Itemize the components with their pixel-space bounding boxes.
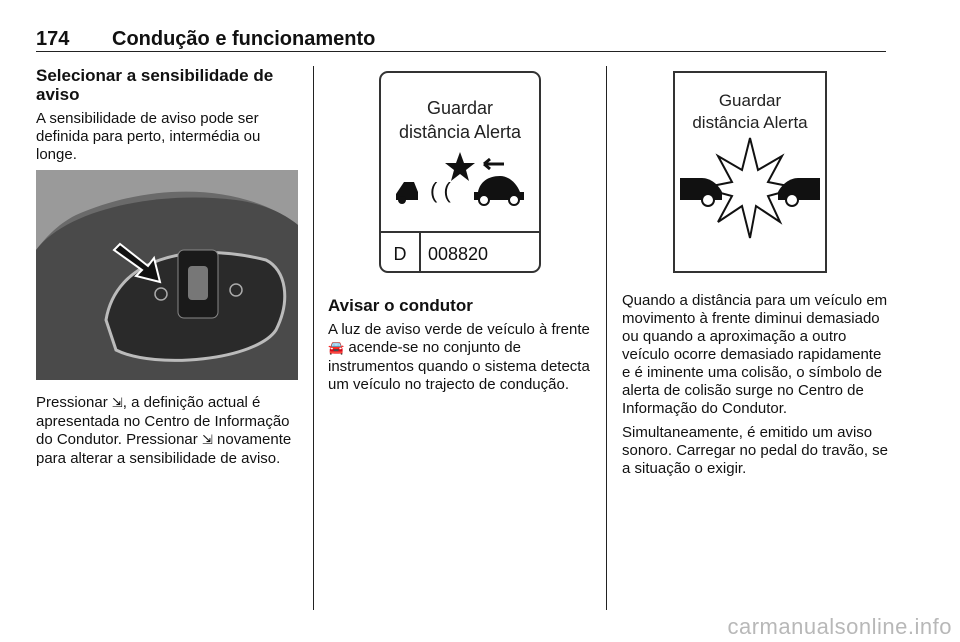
warn-text-a: A luz de aviso verde de veículo à frente bbox=[328, 321, 590, 338]
instruction-text-b: , a definição actual é apresentada no Centro de Informação do Condutor. Pressionar bbox=[36, 394, 290, 448]
section-heading-sensitivity: Selecionar a sensibilidade de aviso bbox=[36, 66, 274, 104]
sensitivity-button-icon: ⇲ bbox=[111, 396, 123, 411]
collision-paragraph-1: Quando a distância para um veículo em movimento à frente diminui demasiado ou quando a aproximação a outro veículo ocorre demasiado rapidamente e é iminente uma colisão, o símbolo de alerta de colisão surge no Centro de Informação do Condutor. bbox=[622, 292, 888, 417]
fig2-title-1: Guardar bbox=[718, 91, 782, 110]
instruction-paragraph bbox=[36, 394, 304, 468]
collision-alert-figure bbox=[622, 66, 888, 278]
svg-text:( (: ( ( bbox=[430, 178, 451, 203]
section-heading-warn-driver: Avisar o condutor bbox=[328, 296, 473, 315]
fig1-title-2: distância Alerta bbox=[398, 122, 522, 142]
column-1 bbox=[36, 66, 304, 474]
column-divider-2 bbox=[606, 66, 607, 610]
collision-paragraph-2: Simultaneamente, é emitido um aviso sonoro. Carregar no pedal do travão, se a situação o exigir. bbox=[622, 424, 888, 477]
fig1-code-letter: D bbox=[393, 244, 407, 264]
fig1-title-1: Guardar bbox=[426, 98, 494, 118]
fig1-code-number: 008820 bbox=[428, 244, 489, 264]
warn-driver-paragraph bbox=[328, 321, 594, 394]
following-distance-alert-figure bbox=[328, 66, 594, 276]
instruction-text-a: Pressionar bbox=[36, 394, 112, 411]
warn-text-b: acende-se no conjunto de instrumentos quando o sistema detecta um veículo no trajecto de condução. bbox=[328, 339, 590, 393]
vehicle-ahead-symbol-icon: 🚘 bbox=[328, 341, 345, 356]
column-2 bbox=[328, 66, 594, 400]
page-number: 174 bbox=[36, 28, 70, 50]
steering-wheel-illustration bbox=[36, 170, 298, 380]
instruction-text-c: novamente para alterar a sensibilidade de aviso. bbox=[36, 431, 292, 467]
chapter-title: Condução e funcionamento bbox=[112, 28, 376, 50]
page-header bbox=[36, 28, 886, 52]
column-divider-1 bbox=[313, 66, 314, 610]
watermark: carmanualsonline.info bbox=[727, 614, 952, 639]
intro-paragraph: A sensibilidade de aviso pode ser definida para perto, intermédia ou longe. bbox=[36, 110, 261, 163]
column-3 bbox=[622, 66, 890, 484]
sensitivity-button-icon: ⇲ bbox=[201, 433, 213, 448]
fig2-title-2: distância Alerta bbox=[692, 113, 808, 132]
header-rule bbox=[36, 51, 886, 52]
